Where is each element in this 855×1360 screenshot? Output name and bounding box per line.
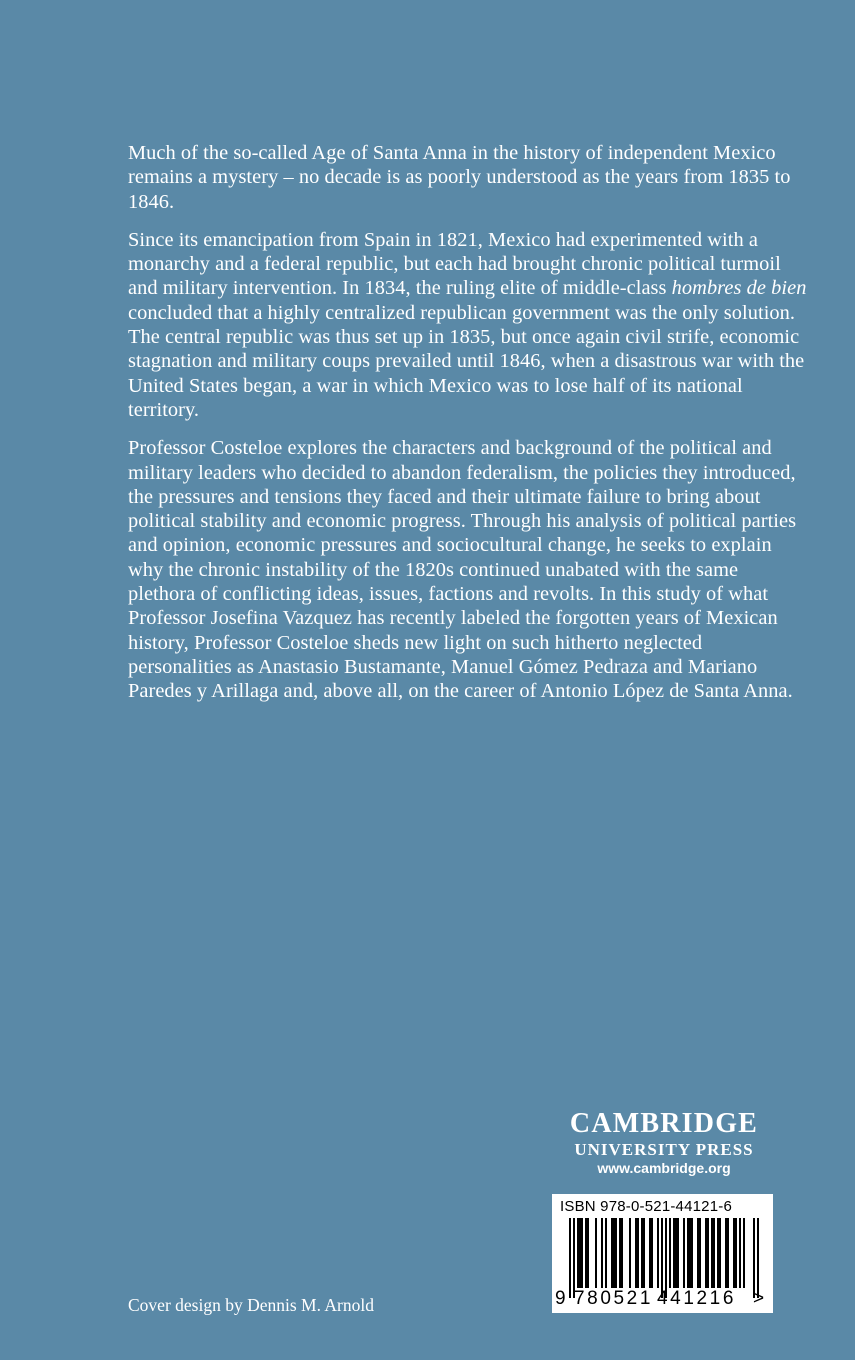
barcode-bar — [621, 1218, 623, 1288]
barcode-bar — [677, 1218, 679, 1288]
isbn-label: ISBN 978-0-521-44121-6 — [560, 1198, 733, 1215]
blurb-paragraph-3: Professor Costeloe explores the characters and background of the political and military leaders who decided to abandon federalism, the policies they introduced, the pressures and tensions they faced and their ultimate failure to bring about political stability and economic progress. Through his analysis of political parties and opinion, economic pressures and sociocultural change, he seeks to explain why the chronic instability of the 1820s continued unabated with the same plethora of conflicting ideas, issues, factions and revolts. In this study of what Professor Josefina Vazquez has recently labeled the forgotten years of Mexican history, Professor Costeloe sheds new light on such hitherto neglected personalities as Anastasio Bustamante, Manuel Gómez Pedraza and Mariano Paredes y Arillaga and, above all, on the career of Antonio López de Santa Anna. — [128, 437, 797, 703]
publisher-subtitle: UNIVERSITY PRESS — [574, 1140, 754, 1159]
barcode-bar — [713, 1218, 715, 1288]
barcode-bar — [711, 1218, 713, 1288]
barcode-bar — [699, 1218, 701, 1288]
barcode-bar — [605, 1218, 607, 1288]
blurb-p2-italic-phrase: hombres de bien — [671, 277, 807, 300]
barcode-quiet-zone-mark: > — [753, 1288, 765, 1309]
barcode-bar — [641, 1218, 643, 1288]
barcode-bar — [615, 1218, 617, 1288]
barcode-bar — [739, 1218, 741, 1288]
barcode-bar — [579, 1218, 581, 1288]
barcode-guard-bar — [757, 1218, 759, 1298]
barcode-bar — [637, 1218, 639, 1288]
barcode-bar — [687, 1218, 689, 1288]
barcode-bar — [613, 1218, 615, 1288]
barcode-guard-bar — [569, 1218, 571, 1298]
barcode-guard-bar — [665, 1218, 667, 1298]
barcode-bar — [577, 1218, 579, 1288]
barcode-guard-bar — [661, 1218, 663, 1298]
barcode-bar — [595, 1218, 597, 1288]
blurb-p2-end: concluded that a highly centralized republican government was the only solution. The central republic was thus set up in 1835, but once again civil strife, economic stagnation and military coups prevailed until 1846, when a disastrous war with the United States began, a war in which Mexico was to lose half of its national territory. — [128, 301, 805, 421]
cover-design-credit: Cover design by Dennis M. Arnold — [128, 1295, 374, 1315]
barcode-bar — [735, 1218, 737, 1288]
barcode-bar — [643, 1218, 645, 1288]
barcode-left-digits: 780521 — [574, 1288, 654, 1309]
barcode-guard-bar — [753, 1218, 755, 1298]
barcode-bar — [673, 1218, 675, 1288]
barcode-guard-bar — [573, 1218, 575, 1298]
barcode-bar — [691, 1218, 693, 1288]
barcode-bar — [675, 1218, 677, 1288]
blurb-paragraph-2 — [128, 228, 808, 422]
barcode-bar — [719, 1218, 721, 1288]
barcode-bar — [581, 1218, 583, 1288]
barcode-bar — [649, 1218, 651, 1288]
publisher-logo — [553, 1108, 775, 1177]
barcode-bar — [733, 1218, 735, 1288]
barcode-bar — [705, 1218, 707, 1288]
publisher-name: CAMBRIDGE — [569, 1108, 759, 1139]
barcode-bar — [697, 1218, 699, 1288]
barcode-bar — [743, 1218, 745, 1288]
barcode-bar — [651, 1218, 653, 1288]
barcode-right-digits: 441216 — [657, 1288, 737, 1309]
publisher-url: www.cambridge.org — [597, 1160, 731, 1176]
barcode-bar — [611, 1218, 613, 1288]
barcode-bar — [689, 1218, 691, 1288]
barcode-bar — [619, 1218, 621, 1288]
barcode-bar — [683, 1218, 685, 1288]
barcode-bar — [635, 1218, 637, 1288]
isbn-barcode — [552, 1194, 773, 1313]
barcode-bar — [585, 1218, 587, 1288]
back-cover-blurb — [128, 141, 808, 718]
barcode-bar — [601, 1218, 603, 1288]
barcode-bar — [587, 1218, 589, 1288]
barcode-bar — [629, 1218, 631, 1288]
blurb-paragraph-1: Much of the so-called Age of Santa Anna in the history of independent Mexico remains a mystery – no decade is as poorly understood as the years from 1835 to 1846. — [128, 142, 791, 213]
barcode-lead-digit: 9 — [555, 1288, 566, 1309]
barcode-bar — [707, 1218, 709, 1288]
barcode-bar — [727, 1218, 729, 1288]
barcode-bar — [717, 1218, 719, 1288]
barcode-digits — [552, 1288, 773, 1310]
barcode-bar — [725, 1218, 727, 1288]
barcode-bar — [657, 1218, 659, 1288]
blurb-p2-start: Since its emancipation from Spain in 1821, Mexico had experimented with a monarchy and a federal republic, but each had brought chronic political turmoil and military intervention. In 1834, the ruling elite of middle-class — [128, 228, 781, 300]
barcode-bar — [669, 1218, 671, 1288]
